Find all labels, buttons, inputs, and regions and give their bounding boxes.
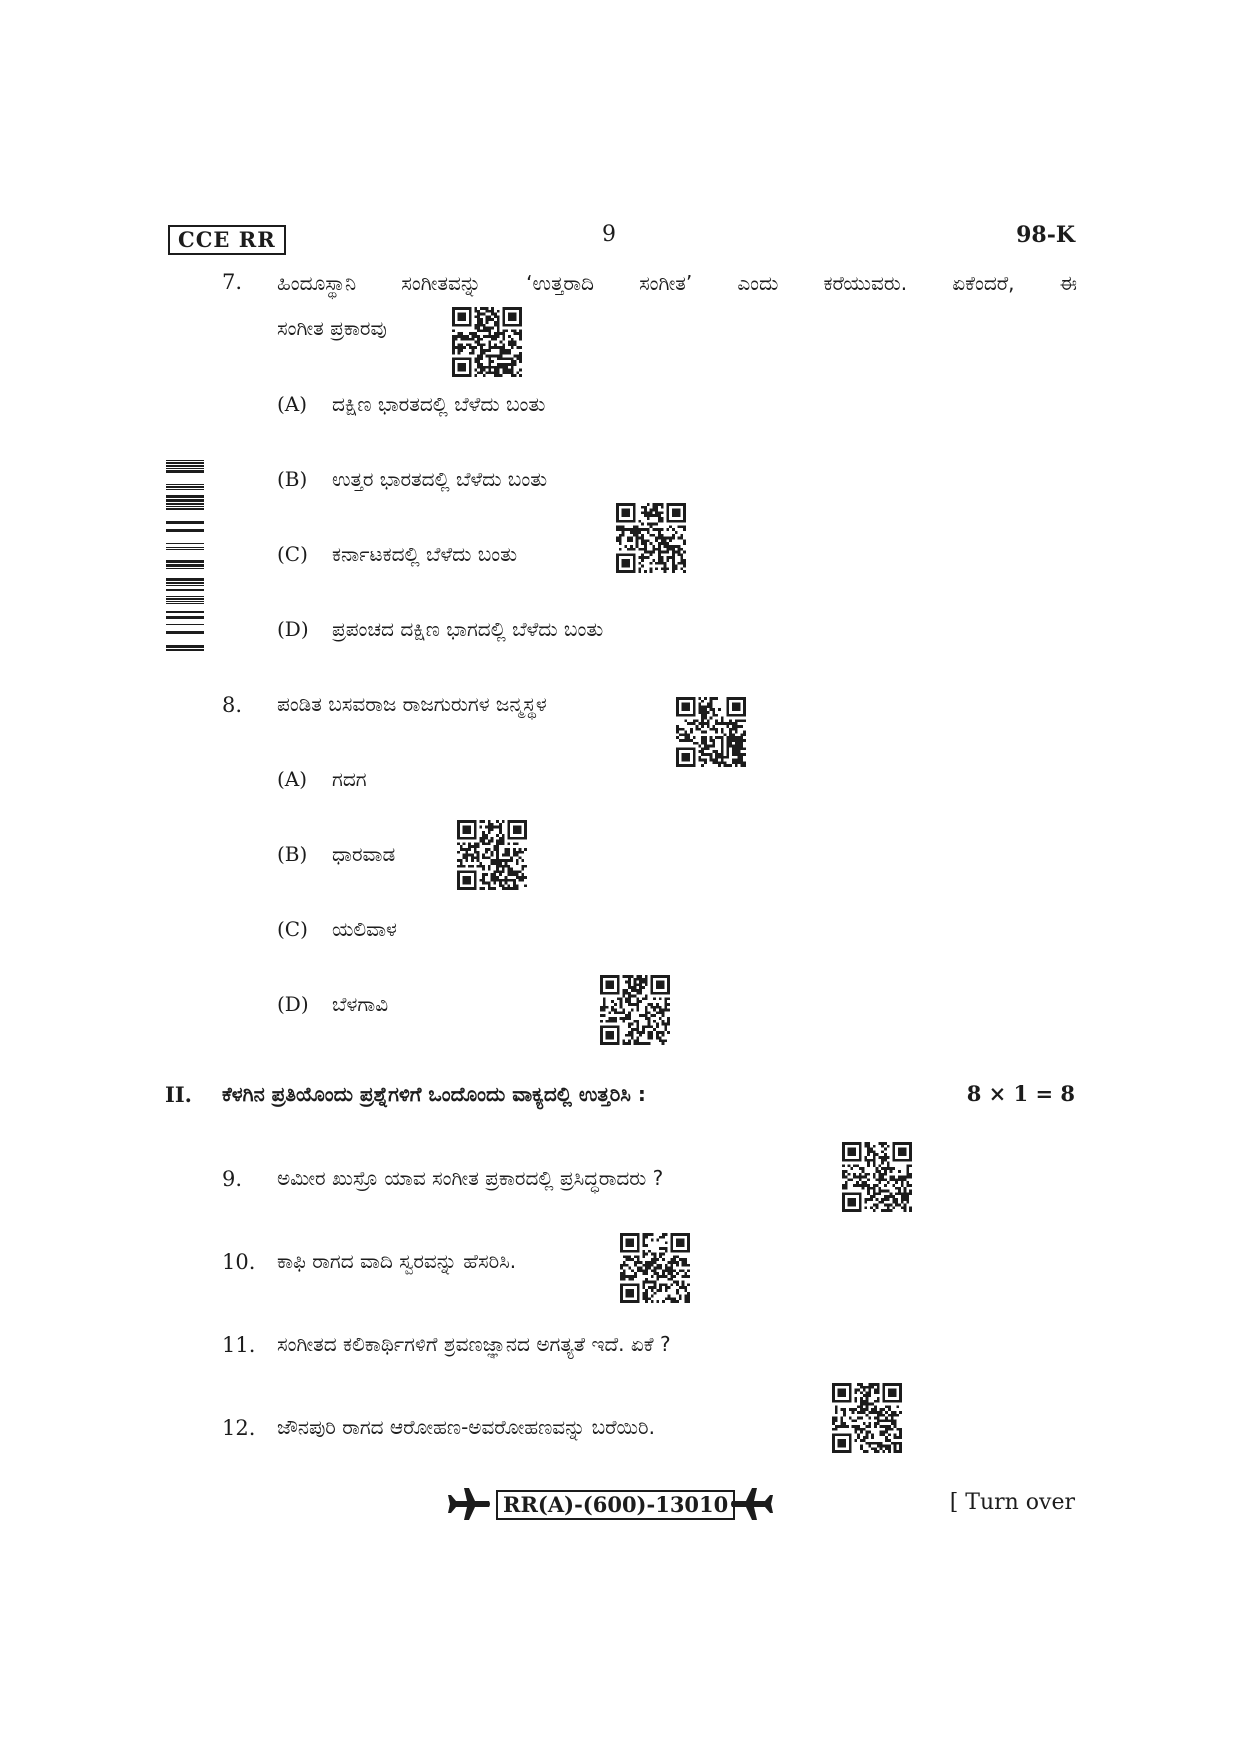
q8-option-b-label: (B) [277, 842, 308, 866]
question-10-number: 10. [222, 1250, 256, 1274]
question-11-text: ಸಂಗೀತದ ಕಲಿಕಾರ್ಥಿಗಳಿಗೆ ಶ್ರವಣಜ್ಞಾನದ ಅಗತ್ಯತೆ ಇದೆ. ಏಕೆ ? [277, 1332, 671, 1356]
qr-code-image [832, 1383, 902, 1453]
q7-option-d-label: (D) [277, 617, 309, 641]
section-number: II. [165, 1082, 192, 1107]
qr-code-image [600, 975, 670, 1045]
qr-code-image [676, 697, 746, 767]
question-7-text: ಹಿಂದೂಸ್ಥಾನಿ ಸಂಗೀತವನ್ನು ‘ಉತ್ತರಾದಿ ಸಂಗೀತ’ ಎಂದು ಕರೆಯುವರು. ಏಕೆಂದರೆ, ಈ [277, 271, 1077, 295]
barcode-image [166, 456, 204, 656]
question-10-text: ಕಾಫಿ ರಾಗದ ವಾದಿ ಸ್ವರವನ್ನು ಹೆಸರಿಸಿ. [277, 1249, 517, 1273]
question-11-number: 11. [222, 1333, 256, 1357]
q8-option-c-label: (C) [277, 917, 308, 941]
paper-code: 98-K [1016, 222, 1075, 248]
q7-option-d-text: ಪ್ರಪಂಚದ ದಕ್ಷಿಣ ಭಾಗದಲ್ಲಿ ಬೆಳೆದು ಬಂತು [332, 617, 604, 641]
exam-code-box: CCE RR [168, 225, 286, 255]
qr-code-image [457, 820, 527, 890]
qr-code-image [452, 307, 522, 377]
airplane-right-icon [730, 1486, 774, 1522]
qr-code-image [842, 1142, 912, 1212]
q8-option-d-label: (D) [277, 992, 309, 1016]
section-instruction: ಕೆಳಗಿನ ಪ್ರತಿಯೊಂದು ಪ್ರಶ್ನೆಗಳಿಗೆ ಒಂದೊಂದು ವಾಕ್ಯದಲ್ಲಿ ಉತ್ತರಿಸಿ : [222, 1082, 646, 1106]
question-8-number: 8. [222, 693, 243, 717]
question-12-text: ಜೌನಪುರಿ ರಾಗದ ಆರೋಹಣ-ಅವರೋಹಣವನ್ನು ಬರೆಯಿರಿ. [277, 1415, 655, 1439]
question-9-text: ಅಮೀರ ಖುಸ್ರೊ ಯಾವ ಸಂಗೀತ ಪ್ರಕಾರದಲ್ಲಿ ಪ್ರಸಿದ್ಧರಾದರು ? [277, 1166, 664, 1190]
q8-option-d-text: ಬೆಳಗಾವಿ [332, 992, 389, 1016]
question-8-text: ಪಂಡಿತ ಬಸವರಾಜ ರಾಜಗುರುಗಳ ಜನ್ಮಸ್ಥಳ [277, 692, 547, 716]
q8-option-a-label: (A) [277, 767, 308, 791]
qr-code-image [620, 1233, 690, 1303]
q7-option-c-text: ಕರ್ನಾಟಕದಲ್ಲಿ ಬೆಳೆದು ಬಂತು [332, 542, 518, 566]
question-9-number: 9. [222, 1167, 243, 1191]
question-12-number: 12. [222, 1416, 256, 1440]
q7-option-c-label: (C) [277, 542, 308, 566]
q8-option-b-text: ಧಾರವಾಡ [332, 842, 396, 866]
footer-code-box: RR(A)-(600)-13010 [496, 1490, 735, 1520]
airplane-left-icon [447, 1486, 491, 1522]
section-marks: 8 × 1 = 8 [966, 1081, 1075, 1106]
question-7-text-continued: ಸಂಗೀತ ಪ್ರಕಾರವು [277, 316, 387, 340]
q8-option-c-text: ಯಲಿವಾಳ [332, 917, 397, 941]
q7-option-a-text: ದಕ್ಷಿಣ ಭಾರತದಲ್ಲಿ ಬೆಳೆದು ಬಂತು [332, 392, 546, 416]
qr-code-image [616, 503, 686, 573]
turn-over-label: [ Turn over [949, 1490, 1075, 1515]
q7-option-b-label: (B) [277, 467, 308, 491]
q7-option-a-label: (A) [277, 392, 308, 416]
q7-option-b-text: ಉತ್ತರ ಭಾರತದಲ್ಲಿ ಬೆಳೆದು ಬಂತು [332, 467, 548, 491]
page-number: 9 [602, 222, 616, 247]
q8-option-a-text: ಗದಗ [332, 767, 367, 791]
question-7-number: 7. [222, 270, 243, 294]
